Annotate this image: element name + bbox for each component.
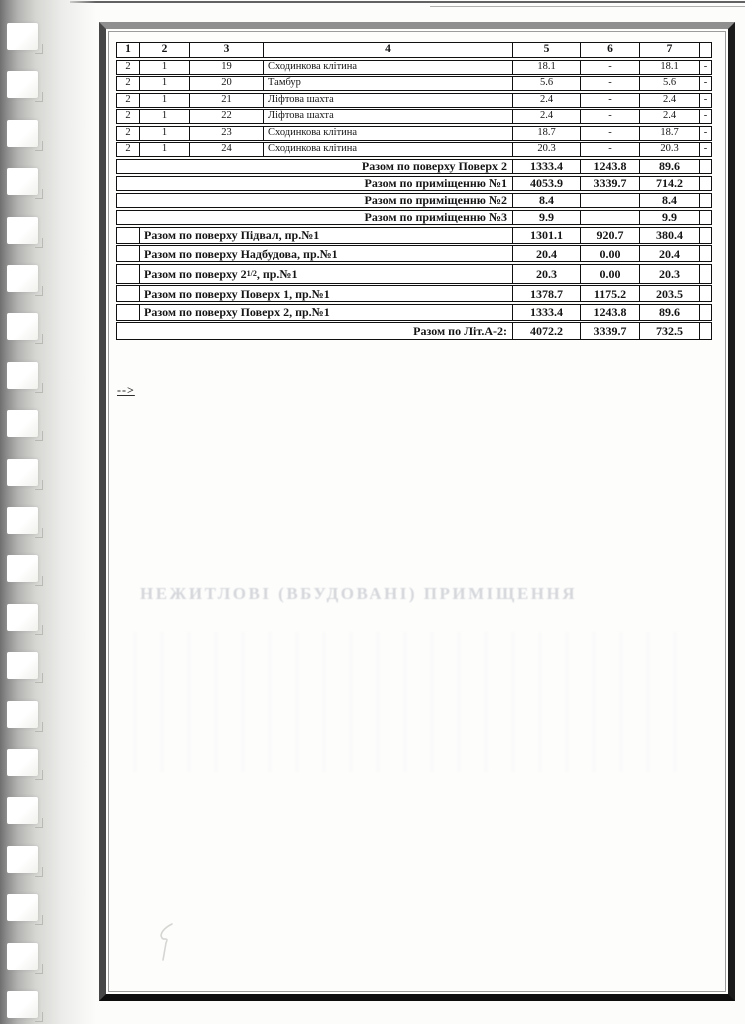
floor-total-value: 203.5: [639, 286, 699, 301]
subtotal-value: 8.4: [639, 194, 699, 208]
binding-tooth: [7, 943, 38, 970]
table-cell: -: [580, 110, 639, 123]
floor-total-value: 20.3: [639, 265, 699, 283]
floor-total-value: 1301.1: [512, 228, 580, 243]
document-inner-frame-line: [108, 31, 726, 992]
pencil-mark: [150, 920, 180, 970]
table-cell: 22: [189, 110, 263, 123]
table-cell: 18.7: [512, 127, 580, 140]
room-name-cell: Ліфтова шахта: [263, 94, 512, 107]
subtotal-value: 1243.8: [580, 160, 639, 174]
subtotal-value: 4053.9: [512, 177, 580, 191]
subtotal-row: [116, 210, 716, 226]
table-row: [116, 109, 716, 124]
table-cell: [699, 211, 711, 225]
floor-total-rowbox: [116, 304, 712, 321]
floor-total-label: Разом по поверху Поверх 2, пр.№1: [139, 305, 512, 320]
table-cell: -: [580, 143, 639, 156]
table-cell: [699, 286, 711, 301]
table-cell: [699, 305, 711, 320]
col-header-extra: [699, 43, 711, 57]
bleed-through-title: НЕЖИТЛОВІ (ВБУДОВАНІ) ПРИМІЩЕННЯ: [140, 584, 578, 603]
binding-tooth: [7, 23, 38, 50]
floor-total-value: 0.00: [580, 246, 639, 261]
floor-total-value: 1333.4: [512, 305, 580, 320]
table-cell: 2.4: [512, 110, 580, 123]
room-name-cell: Ліфтова шахта: [263, 110, 512, 123]
table-row: [116, 93, 716, 108]
col-header-3: 3: [189, 43, 263, 57]
grand-total-row: [116, 322, 716, 340]
table-cell: [699, 228, 711, 243]
floor-total-value: 20.4: [639, 246, 699, 261]
subtotal-value: 714.2: [639, 177, 699, 191]
table-cell: 1: [139, 127, 189, 140]
table-cell: 2.4: [639, 94, 699, 107]
subtotal-row: [116, 176, 716, 192]
subtotal-value: [580, 211, 639, 225]
binding-tooth: [7, 265, 38, 292]
table-cell: 20.3: [639, 143, 699, 156]
table-cell: 18.1: [639, 61, 699, 74]
table-cell: 19: [189, 61, 263, 74]
table-cell: 2: [125, 110, 131, 122]
page-top-edge-line-2: [430, 6, 745, 7]
table-cell: [117, 286, 139, 301]
table-cell: [699, 160, 711, 174]
subtotal-row: [116, 159, 716, 175]
col-header-5: 5: [512, 43, 580, 57]
binding-tooth: [7, 701, 38, 728]
binding-tooth: [7, 507, 38, 534]
room-name-cell: Сходинкова клітина: [263, 127, 512, 140]
floor-total-value: 1243.8: [580, 305, 639, 320]
col-header-7: 7: [639, 43, 699, 57]
floor-total-rowbox: [116, 264, 712, 284]
floor-total-row: [116, 304, 716, 321]
subtotal-value: 9.9: [512, 211, 580, 225]
table-row: [116, 126, 716, 141]
table-row: [116, 60, 716, 75]
floor-total-row: [116, 227, 716, 244]
table-cell: [699, 194, 711, 208]
area-summary-table: [116, 42, 716, 342]
binding-tooth: [7, 652, 38, 679]
subtotal-label: Разом по поверху Поверх 2: [361, 159, 507, 173]
table-cell: -: [580, 61, 639, 74]
table-cell: 1: [139, 94, 189, 107]
table-cell: -: [699, 127, 711, 140]
col-header-4: 4: [263, 43, 512, 57]
grand-total-label: Разом по Літ.А-2:: [413, 324, 507, 338]
binding-tooth: [7, 555, 38, 582]
floor-total-label: [139, 265, 512, 283]
table-rowbox: [116, 142, 712, 157]
subtotal-rowbox: [116, 210, 712, 226]
table-rowbox: [116, 109, 712, 124]
table-cell: -: [699, 77, 711, 90]
table-cell: 1: [139, 61, 189, 74]
page-top-edge-line: [70, 1, 745, 3]
table-cell: 2.4: [512, 94, 580, 107]
table-row: [116, 76, 716, 91]
grand-total-value: 732.5: [639, 323, 699, 339]
comb-binding-strip: [0, 0, 96, 1024]
room-name-cell: Сходинкова клітина: [263, 143, 512, 156]
table-cell: [699, 246, 711, 261]
subtotal-value: [580, 194, 639, 208]
floor-total-label: Разом по поверху Підвал, пр.№1: [139, 228, 512, 243]
table-cell: 23: [189, 127, 263, 140]
col-header-2: 2: [139, 43, 189, 57]
table-cell: [699, 323, 711, 339]
binding-tooth: [7, 846, 38, 873]
table-cell: -: [580, 77, 639, 90]
table-cell: -: [699, 110, 711, 123]
table-rowbox: [116, 60, 712, 75]
floor-total-row: [116, 285, 716, 302]
subtotal-label: Разом по приміщенню №1: [364, 176, 507, 190]
table-cell: [699, 177, 711, 191]
binding-tooth: [7, 459, 38, 486]
floor-total-rowbox: [116, 245, 712, 262]
table-rowbox: [116, 126, 712, 141]
binding-tooth: [7, 749, 38, 776]
subtotal-value: 89.6: [639, 160, 699, 174]
floor-total-rowbox: [116, 227, 712, 244]
table-cell: 2: [125, 93, 131, 105]
table-cell: -: [699, 143, 711, 156]
table-cell: [117, 228, 139, 243]
floor-total-label: Разом по поверху Надбудова, пр.№1: [139, 246, 512, 261]
table-cell: 1: [139, 77, 189, 90]
subtotal-label: Разом по приміщенню №3: [364, 210, 507, 224]
floor-total-row: [116, 245, 716, 262]
table-cell: 2.4: [639, 110, 699, 123]
floor-total-value: 20.3: [512, 265, 580, 283]
binding-tooth: [7, 168, 38, 195]
table-header-rowbox: [116, 42, 712, 58]
binding-tooth: [7, 894, 38, 921]
table-rowbox: [116, 93, 712, 108]
floor-total-value: 1175.2: [580, 286, 639, 301]
floor-total-row: [116, 264, 716, 284]
table-cell: 24: [189, 143, 263, 156]
table-row: [116, 142, 716, 157]
table-header-row: [116, 42, 716, 58]
document-content-area: [109, 32, 725, 991]
table-cell: [117, 265, 139, 283]
table-cell: 5.6: [639, 77, 699, 90]
table-rowbox: [116, 76, 712, 91]
floor-total-value: 920.7: [580, 228, 639, 243]
bleed-through-table-smudge: [134, 632, 679, 772]
binding-tooth: [7, 604, 38, 631]
floor-total-label-superscript: 1/2: [246, 268, 257, 278]
table-cell: [699, 265, 711, 283]
floor-total-value: 1378.7: [512, 286, 580, 301]
subtotal-rowbox: [116, 176, 712, 192]
arrow-annotation: -->: [117, 383, 135, 397]
subtotal-row: [116, 193, 716, 209]
table-cell: -: [699, 61, 711, 74]
binding-tooth: [7, 71, 38, 98]
subtotal-value: 8.4: [512, 194, 580, 208]
subtotal-value: 9.9: [639, 211, 699, 225]
table-cell: 2: [125, 143, 131, 155]
table-cell: 2: [125, 77, 131, 89]
subtotal-value: 3339.7: [580, 177, 639, 191]
table-cell: 20: [189, 77, 263, 90]
grand-total-value: 3339.7: [580, 323, 639, 339]
col-header-6: 6: [580, 43, 639, 57]
binding-tooth: [7, 362, 38, 389]
table-cell: 20.3: [512, 143, 580, 156]
binding-tooth: [7, 410, 38, 437]
floor-total-value: 89.6: [639, 305, 699, 320]
table-cell: -: [699, 94, 711, 107]
table-cell: 18.1: [512, 61, 580, 74]
binding-tooth: [7, 313, 38, 340]
table-cell: 21: [189, 94, 263, 107]
table-cell: -: [580, 94, 639, 107]
floor-total-label: Разом по поверху Поверх 1, пр.№1: [139, 286, 512, 301]
binding-tooth: [7, 797, 38, 824]
grand-total-value: 4072.2: [512, 323, 580, 339]
subtotal-value: 1333.4: [512, 160, 580, 174]
table-cell: [117, 246, 139, 261]
col-header-1: 1: [125, 43, 131, 56]
room-name-cell: Тамбур: [263, 77, 512, 90]
subtotal-label: Разом по приміщенню №2: [364, 193, 507, 207]
table-cell: 1: [139, 110, 189, 123]
document-border-frame: [99, 22, 735, 1001]
floor-total-label-rest: , пр.№1: [256, 266, 298, 281]
binding-tooth: [7, 217, 38, 244]
binding-tooth: [7, 991, 38, 1018]
binding-tooth: [7, 120, 38, 147]
subtotal-rowbox: [116, 159, 712, 175]
floor-total-value: 0.00: [580, 265, 639, 283]
floor-total-value: 380.4: [639, 228, 699, 243]
table-cell: -: [580, 127, 639, 140]
table-cell: 18.7: [639, 127, 699, 140]
floor-total-label-base: Разом по поверху 2: [144, 266, 247, 281]
table-cell: 2: [125, 126, 131, 138]
floor-total-value: 20.4: [512, 246, 580, 261]
table-cell: 1: [139, 143, 189, 156]
table-cell: 5.6: [512, 77, 580, 90]
table-cell: 2: [125, 60, 131, 72]
subtotal-rowbox: [116, 193, 712, 209]
table-cell: [117, 305, 139, 320]
room-name-cell: Сходинкова клітина: [263, 61, 512, 74]
floor-total-rowbox: [116, 285, 712, 302]
grand-total-rowbox: [116, 322, 712, 340]
